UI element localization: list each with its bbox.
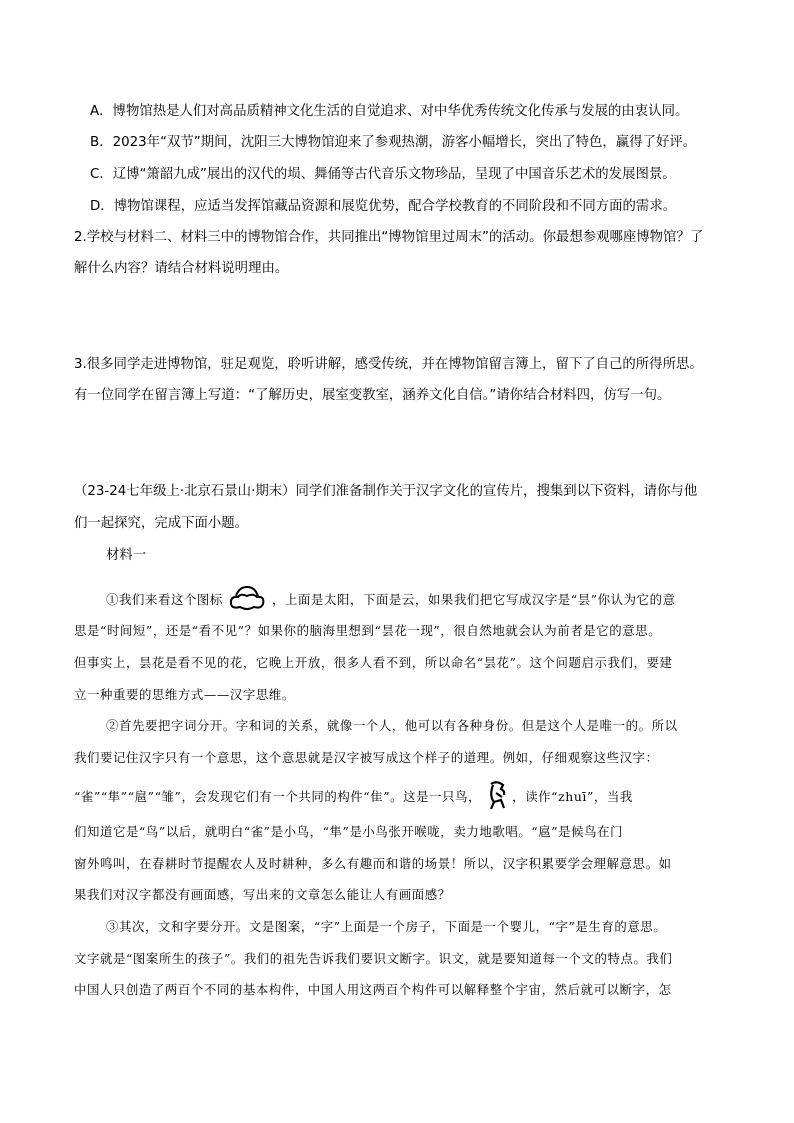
bird-glyph-icon [486,780,508,815]
material-p2-line-3b: ，读作“zhuī”，当我 [512,789,633,804]
material-p2-line-1: ②首先要把字词分开。字和词的关系，就像一个人，他可以有各种身份。但是这个人是唯一的。所以 [106,718,678,733]
option-b: B．2023年“双节”期间，沈阳三大博物馆迎来了参观热潮，游客小幅增长，突出了特色，赢得了好评。 [90,135,697,150]
material-p2-line-2: 我们要记住汉字只有一个意思，这个意思就是汉字被写成这个样子的道理。例如，仔细观察这些汉字： [74,750,659,765]
option-c: C．辽博“箫韶九成”展出的汉代的埙、舞俑等古代音乐文物珍品，呈现了中国音乐艺术的发展图景。 [90,167,676,182]
material-heading: 材料一 [106,548,147,563]
option-a: A．博物馆热是人们对高品质精神文化生活的自觉追求、对中华优秀传统文化传承与发展的由衷认同。 [90,104,689,119]
question-2-line-2: 解什么内容？请结合材料说明理由。 [74,261,289,276]
material-p1-line-2: 思是“时间短”，还是“看不见”？如果你的脑海里想到“昙花一现”，很自然地就会认为前者是它的意思。 [74,623,662,638]
question-2-line-1: 2.学校与材料二、材料三中的博物馆合作，共同推出“博物馆里过周末”的活动。你最想参观哪座博物馆？了 [74,230,704,245]
material-p1-line-1b: ，上面是太阳，下面是云，如果我们把它写成汉字是“昙”你认为它的意 [272,592,676,607]
material-p2-line-3a: “雀”“隼”“扈”“雏”，会发现它们有一个共同的构件“隹”。这是一只鸟， [74,789,482,804]
material-p3-line-2: 文字就是“图案所生的孩子”。我们的祖先告诉我们要识文断字。识文，就是要知道每一个文的特点。我们 [74,951,673,966]
material-p3-line-3: 中国人只创造了两百个不同的基本构件，中国人用这两百个构件可以解释整个宇宙，然后就可以断字，怎 [74,982,672,997]
option-d: D．博物馆课程，应适当发挥馆藏品资源和展览优势，配合学校教育的不同阶段和不同方面的需求。 [90,199,677,214]
material-p1-line-1a: ①我们来看这个图标 [106,592,223,607]
question-3-line-2: 有一位同学在留言簿上写道：“了解历史，展室变教室，涵养文化自信。”请你结合材料四，仿写一句。 [74,388,671,403]
material-p2-line-4: 们知道它是“鸟”以后，就明白“雀”是小鸟，“隼”是小鸟张开喉咙，卖力地歌唱。“扈”是候鸟在门 [74,824,624,839]
material-p1-line-3: 但事实上，昙花是看不见的花，它晚上开放，很多人看不到，所以命名“昙花”。这个问题启示我们，要建 [74,655,673,670]
material-p2-line-6: 果我们对汉字都没有画面感，写出来的文章怎么能让人有画面感？ [74,887,451,902]
material-p2-line-5: 窗外鸣叫，在春耕时节提醒农人及时耕种，多么有趣而和谐的场景！所以，汉字积累要学会理解意思。如 [74,856,672,871]
section-intro-line-2: 们一起探究，完成下面小题。 [74,516,249,531]
material-p3-line-1: ③其次，文和字要分开。文是图案，“字”上面是一个房子，下面是一个婴儿，“字”是生育的意思。 [106,919,667,934]
section-intro-line-1: （23-24七年级上·北京石景山·期末）同学们准备制作关于汉字文化的宣传片，搜集到以下资料，请你与他 [74,484,698,499]
material-p2-line-3 [74,780,633,815]
question-3-line-1: 3.很多同学走进博物馆，驻足观览，聆听讲解，感受传统，并在博物馆留言簿上，留下了自己的所得所思。 [74,357,703,372]
sun-over-cloud-icon [227,583,267,618]
material-p1-line-4: 立一种重要的思维方式——汉字思维。 [74,687,295,702]
material-p1-line-1 [106,583,676,618]
